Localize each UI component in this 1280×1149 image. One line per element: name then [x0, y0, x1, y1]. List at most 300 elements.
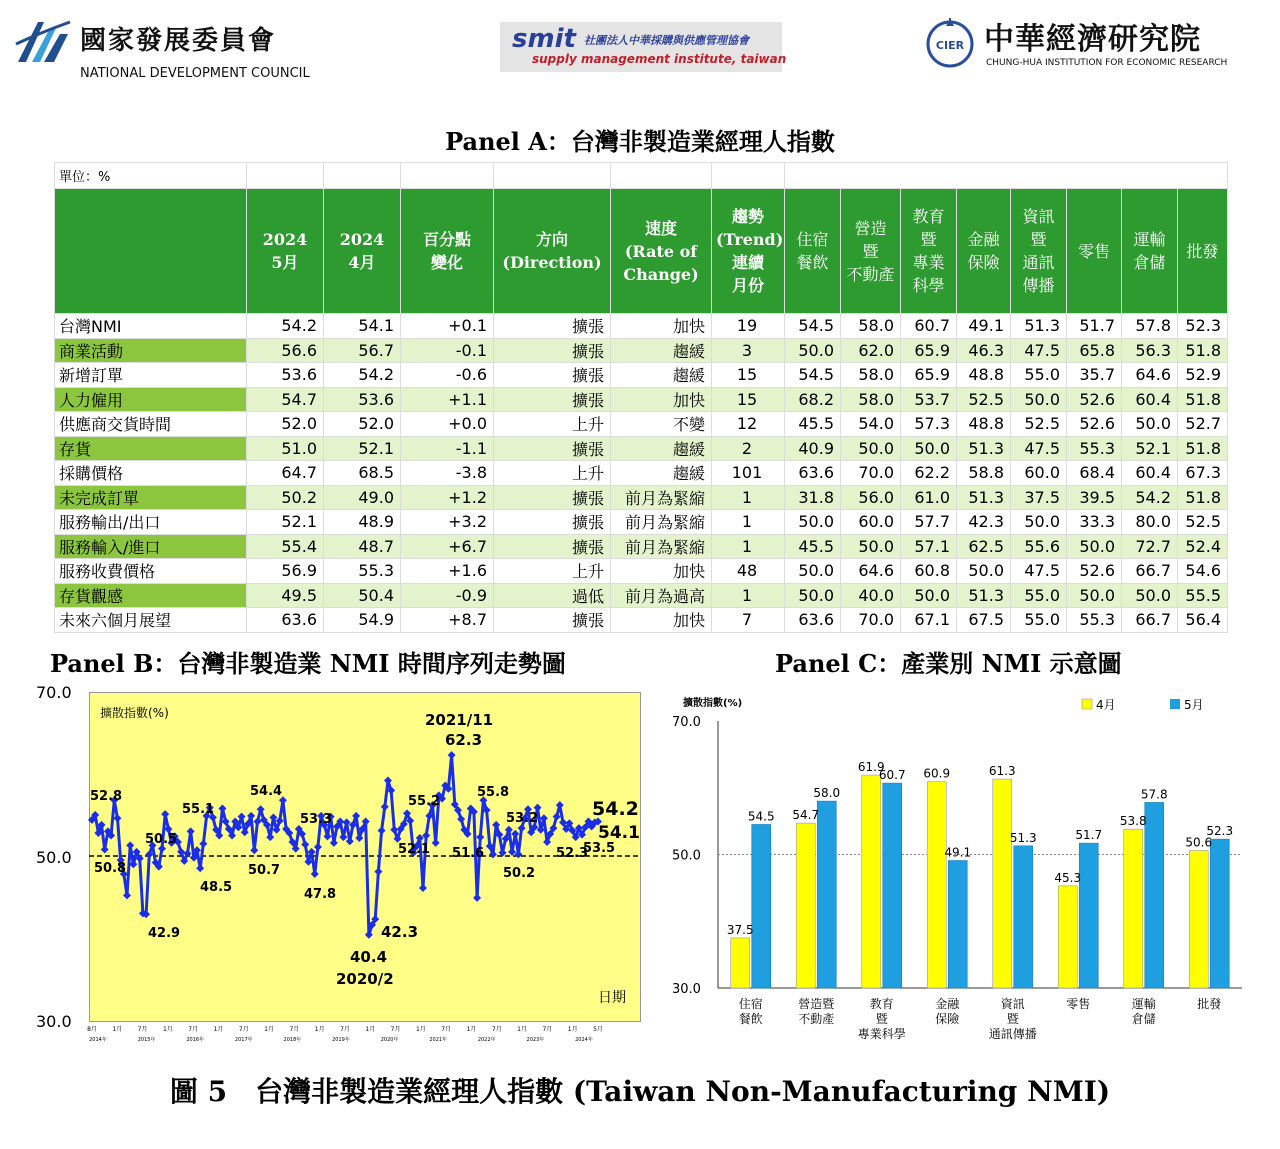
bar-may	[817, 801, 836, 988]
data-label: 54.4	[250, 784, 283, 799]
row-label: 人力僱用	[55, 387, 247, 412]
panel-b-title: Panel B：台灣非製造業 NMI 時間序列走勢圖	[50, 649, 566, 678]
y-axis-label: 擴散指數(%)	[683, 698, 743, 709]
table-cell: 54.5	[785, 363, 841, 388]
data-label: 51.6	[452, 846, 485, 861]
table-cell: 40.0	[841, 583, 901, 608]
table-cell: 66.7	[1122, 559, 1178, 584]
figure-caption: 圖 5 台灣非製造業經理人指數 (Taiwan Non-Manufacturing NMI)	[169, 1075, 1111, 1108]
table-cell: 52.5	[1178, 510, 1228, 535]
column-header: 方向 (Direction)	[494, 189, 611, 314]
x-category-label: 教育	[869, 997, 894, 1011]
table-cell: 50.0	[785, 583, 841, 608]
column-header: 住宿 餐飲	[785, 189, 841, 314]
bar-value-label-april: 37.5	[726, 922, 754, 937]
table-cell: 51.7	[1067, 314, 1122, 339]
data-label: 47.8	[304, 887, 337, 902]
row-label: 服務輸出/出口	[55, 510, 247, 535]
table-cell: 63.6	[785, 608, 841, 633]
x-tick-month-label: 7月	[188, 1026, 199, 1033]
table-cell: 47.5	[1011, 338, 1067, 363]
table-cell: 67.1	[901, 608, 957, 633]
table-cell: 35.7	[1067, 363, 1122, 388]
column-header: 趨勢 (Trend) 連續 月份	[712, 189, 785, 314]
bar-value-label-april: 60.9	[923, 766, 951, 781]
table-cell: +6.7	[401, 534, 494, 559]
y-tick-label: 50.0	[672, 848, 701, 864]
bar-may	[1079, 843, 1098, 988]
y-tick-label: 30.0	[672, 982, 701, 997]
table-cell: 58.0	[841, 314, 901, 339]
table-cell: -3.8	[401, 461, 494, 486]
table-cell: 56.6	[247, 338, 324, 363]
table-cell: 54.9	[324, 608, 401, 633]
x-tick-month-label: 7月	[542, 1026, 553, 1033]
table-cell: 58.8	[957, 461, 1011, 486]
table-cell: 1	[712, 510, 785, 535]
data-label: 40.4	[350, 948, 388, 966]
table-cell: 趨緩	[611, 436, 712, 461]
x-tick-month-label: 7月	[238, 1026, 249, 1033]
x-tick-month-label: 5月	[593, 1026, 603, 1033]
table-cell: 53.7	[901, 387, 957, 412]
table-cell: 51.0	[247, 436, 324, 461]
table-cell: 54.2	[324, 363, 401, 388]
table-cell: 60.0	[841, 510, 901, 535]
table-cell: 48.8	[957, 412, 1011, 437]
table-cell: 擴張	[494, 363, 611, 388]
bar-april	[796, 823, 815, 988]
table-cell: 加快	[611, 608, 712, 633]
table-cell: 56.0	[841, 485, 901, 510]
table-cell: 54.2	[1122, 485, 1178, 510]
table-cell: 50.0	[1011, 510, 1067, 535]
bar-april	[862, 775, 881, 988]
x-tick-month-label: 7月	[390, 1026, 401, 1033]
table-cell: 48.9	[324, 510, 401, 535]
table-cell: 50.0	[901, 436, 957, 461]
data-label: 52.3	[556, 846, 589, 861]
table-cell: 50.0	[785, 510, 841, 535]
table-cell: 55.4	[247, 534, 324, 559]
table-cell: 55.0	[1011, 608, 1067, 633]
x-tick-month-label: 1月	[415, 1026, 426, 1033]
data-label: 50.8	[94, 861, 127, 876]
row-label: 存貨觀感	[55, 583, 247, 608]
table-cell: 57.3	[901, 412, 957, 437]
table-cell: 趨緩	[611, 363, 712, 388]
bar-value-label-may: 54.5	[747, 809, 775, 824]
table-cell: 52.4	[1178, 534, 1228, 559]
x-tick-month-label: 1月	[112, 1026, 123, 1033]
ndc-name-en: NATIONAL DEVELOPMENT COUNCIL	[80, 66, 310, 81]
panel-c-title: Panel C：產業別 NMI 示意圖	[775, 649, 1122, 678]
x-tick-month-label: 1月	[466, 1026, 477, 1033]
table-cell: 52.1	[324, 436, 401, 461]
table-cell: 31.8	[785, 485, 841, 510]
table-cell: 45.5	[785, 412, 841, 437]
x-tick-month-label: 1月	[162, 1026, 173, 1033]
table-cell: 72.7	[1122, 534, 1178, 559]
table-cell: 19	[712, 314, 785, 339]
data-label: 54.2	[592, 798, 639, 820]
smit-logo-word: smit	[512, 24, 576, 54]
table-cell: 50.0	[785, 338, 841, 363]
table-cell: 68.5	[324, 461, 401, 486]
panel-b-ytick-50: 50.0	[36, 848, 72, 867]
table-cell: 57.1	[901, 534, 957, 559]
row-label: 服務輸入/進口	[55, 534, 247, 559]
table-cell: 2	[712, 436, 785, 461]
table-cell: 52.1	[247, 510, 324, 535]
x-category-label: 批發	[1197, 997, 1222, 1011]
table-cell: -0.1	[401, 338, 494, 363]
table-cell: 1	[712, 485, 785, 510]
table-cell: 67.5	[957, 608, 1011, 633]
table-cell: +1.6	[401, 559, 494, 584]
x-tick-year-label: 2017年	[234, 1037, 253, 1043]
table-cell: 50.0	[785, 559, 841, 584]
row-label: 未完成訂單	[55, 485, 247, 510]
bar-value-label-may: 52.3	[1206, 824, 1234, 839]
table-cell: 51.3	[957, 583, 1011, 608]
table-cell: -1.1	[401, 436, 494, 461]
x-category-label: 零售	[1066, 997, 1091, 1011]
bar-value-label-april: 53.8	[1119, 814, 1147, 829]
row-label: 台灣NMI	[55, 314, 247, 339]
table-cell: 60.4	[1122, 387, 1178, 412]
table-cell: 48.8	[957, 363, 1011, 388]
table-cell: 60.7	[901, 314, 957, 339]
column-header: 速度 (Rate of Change)	[611, 189, 712, 314]
bar-value-label-april: 61.3	[988, 764, 1016, 779]
table-cell: 55.3	[1067, 436, 1122, 461]
table-cell: 54.7	[247, 387, 324, 412]
data-label: 42.9	[148, 926, 181, 941]
x-tick-year-label: 2015年	[137, 1037, 156, 1043]
row-label: 未來六個月展望	[55, 608, 247, 633]
column-header: 教育 暨 專業 科學	[901, 189, 957, 314]
table-cell: 前月為緊縮	[611, 534, 712, 559]
x-tick-month-label: 1月	[517, 1026, 528, 1033]
table-cell: 15	[712, 363, 785, 388]
table-cell: 前月為緊縮	[611, 485, 712, 510]
table-cell: 52.6	[1067, 559, 1122, 584]
table-cell: 上升	[494, 559, 611, 584]
table-cell: +1.1	[401, 387, 494, 412]
table-cell: -0.6	[401, 363, 494, 388]
panel-b-ytick-70: 70.0	[36, 683, 72, 702]
x-tick-month-label: 1月	[264, 1026, 275, 1033]
data-label: 53.2	[506, 811, 539, 826]
table-cell: 1	[712, 534, 785, 559]
table-cell: 67.3	[1178, 461, 1228, 486]
x-tick-year-label: 2018年	[283, 1037, 302, 1043]
table-cell: 42.3	[957, 510, 1011, 535]
table-cell: 52.9	[1178, 363, 1228, 388]
table-cell: 54.1	[324, 314, 401, 339]
data-label: 54.1	[598, 823, 640, 843]
y-axis-label: 擴散指數(%)	[100, 706, 169, 720]
table-cell: 101	[712, 461, 785, 486]
table-cell: 52.5	[957, 387, 1011, 412]
data-label: 53.5	[583, 841, 616, 856]
table-cell: 47.5	[1011, 436, 1067, 461]
y-tick-label: 70.0	[672, 715, 701, 730]
legend-swatch-april	[1082, 699, 1092, 709]
data-label: 55.8	[477, 785, 510, 800]
table-cell: +0.1	[401, 314, 494, 339]
table-cell: 加快	[611, 314, 712, 339]
smit-name-en: supply management institute, taiwan	[532, 52, 787, 66]
bar-may	[752, 824, 771, 988]
table-cell: 53.6	[324, 387, 401, 412]
table-cell: 70.0	[841, 608, 901, 633]
table-cell: 52.3	[1178, 314, 1228, 339]
table-cell: 70.0	[841, 461, 901, 486]
table-cell: 7	[712, 608, 785, 633]
table-cell: 63.6	[247, 608, 324, 633]
table-cell: 52.0	[247, 412, 324, 437]
x-tick-year-label: 2022年	[477, 1037, 496, 1043]
table-cell: 62.5	[957, 534, 1011, 559]
table-cell: 52.6	[1067, 387, 1122, 412]
x-category-label: 專業科學	[857, 1027, 906, 1041]
x-category-label: 暨	[875, 1012, 888, 1026]
x-tick-year-label: 2019年	[332, 1037, 350, 1043]
x-tick-month-label: 1月	[213, 1026, 224, 1033]
bar-value-label-april: 45.3	[1054, 870, 1082, 885]
row-label: 新增訂單	[55, 363, 247, 388]
row-label: 採購價格	[55, 461, 247, 486]
table-cell: 49.0	[324, 485, 401, 510]
table-cell: 57.8	[1122, 314, 1178, 339]
x-tick-month-label: 7月	[491, 1026, 502, 1033]
table-cell: 48.7	[324, 534, 401, 559]
table-cell: +1.2	[401, 485, 494, 510]
table-cell: 46.3	[957, 338, 1011, 363]
bar-value-label-april: 50.6	[1185, 835, 1213, 850]
x-category-label: 暨	[1006, 1012, 1019, 1026]
legend-swatch-may	[1170, 699, 1180, 709]
cier-name-cn: 中華經濟研究院	[984, 22, 1201, 57]
data-label: 50.7	[248, 863, 281, 878]
bar-april	[927, 782, 946, 988]
data-label: 52.8	[90, 789, 123, 804]
table-cell: 51.8	[1178, 338, 1228, 363]
table-cell: 39.5	[1067, 485, 1122, 510]
bar-april	[1124, 829, 1143, 988]
x-category-label: 運輸	[1131, 997, 1156, 1011]
table-cell: 60.8	[901, 559, 957, 584]
bar-value-label-may: 60.7	[878, 768, 906, 783]
peak-date-label: 2021/11	[425, 711, 494, 729]
table-cell: 過低	[494, 583, 611, 608]
data-label: 42.3	[381, 923, 419, 941]
table-cell: 52.6	[1067, 412, 1122, 437]
column-header: 百分點 變化	[401, 189, 494, 314]
table-cell: 50.0	[901, 583, 957, 608]
x-tick-year-label: 2020年	[380, 1037, 399, 1043]
x-tick-month-label: 7月	[289, 1026, 300, 1033]
bar-may	[883, 783, 902, 988]
legend-label-april: 4月	[1096, 698, 1116, 712]
table-cell: 65.9	[901, 363, 957, 388]
x-tick-month-label: 1月	[314, 1026, 325, 1033]
table-cell: 54.2	[247, 314, 324, 339]
table-cell: 52.7	[1178, 412, 1228, 437]
table-cell: 擴張	[494, 436, 611, 461]
table-cell: 55.0	[1011, 363, 1067, 388]
x-category-label: 住宿	[738, 997, 763, 1011]
row-label: 供應商交貨時間	[55, 412, 247, 437]
table-cell: 51.8	[1178, 387, 1228, 412]
table-cell: 37.5	[1011, 485, 1067, 510]
column-header: 金融 保險	[957, 189, 1011, 314]
x-category-label: 金融	[935, 997, 960, 1011]
table-cell: +3.2	[401, 510, 494, 535]
table-cell: 51.8	[1178, 485, 1228, 510]
data-label: 55.2	[408, 794, 441, 809]
data-label: 53.3	[300, 812, 333, 827]
table-cell: 57.7	[901, 510, 957, 535]
table-cell: 擴張	[494, 338, 611, 363]
bar-value-label-april: 54.7	[792, 808, 820, 823]
table-cell: 48	[712, 559, 785, 584]
table-cell: 68.2	[785, 387, 841, 412]
x-tick-year-label: 2024年	[575, 1037, 593, 1043]
table-cell: 54.0	[841, 412, 901, 437]
row-label: 服務收費價格	[55, 559, 247, 584]
table-cell: 52.5	[1011, 412, 1067, 437]
bar-value-label-may: 51.7	[1075, 828, 1103, 843]
table-cell: 50.0	[1067, 583, 1122, 608]
x-tick-month-label: 1月	[567, 1026, 578, 1033]
table-cell: +0.0	[401, 412, 494, 437]
smit-name-cn: 社團法人中華採購與供應管理協會	[584, 34, 749, 47]
table-cell: 47.5	[1011, 559, 1067, 584]
x-tick-month-label: 1月	[365, 1026, 376, 1033]
row-label: 商業活動	[55, 338, 247, 363]
table-cell: 68.4	[1067, 461, 1122, 486]
panel-a-title: Panel A：台灣非製造業經理人指數	[445, 127, 835, 156]
table-cell: 前月為過高	[611, 583, 712, 608]
table-cell: 51.3	[1011, 314, 1067, 339]
table-cell: 56.3	[1122, 338, 1178, 363]
table-cell: 不變	[611, 412, 712, 437]
bar-value-label-may: 49.1	[944, 845, 972, 860]
table-cell: 60.0	[1011, 461, 1067, 486]
data-label: 50.5	[145, 832, 178, 847]
bar-value-label-may: 57.8	[1140, 787, 1168, 802]
table-cell: 上升	[494, 461, 611, 486]
table-cell: 45.5	[785, 534, 841, 559]
column-header: 2024 5月	[247, 189, 324, 314]
table-cell: 1	[712, 583, 785, 608]
table-cell: 52.0	[324, 412, 401, 437]
x-tick-month-label: 8月	[87, 1026, 97, 1033]
x-tick-year-label: 2014年	[89, 1037, 107, 1043]
industry-group-header: 產業別	[785, 163, 1228, 189]
x-tick-year-label: 2023年	[526, 1037, 545, 1043]
bar-value-label-may: 58.0	[813, 786, 841, 801]
data-label: 62.3	[445, 731, 483, 749]
x-tick-month-label: 7月	[340, 1026, 350, 1033]
bar-april	[993, 779, 1012, 988]
table-cell: 趨緩	[611, 461, 712, 486]
table-cell: 55.0	[1011, 583, 1067, 608]
table-cell: 趨緩	[611, 338, 712, 363]
x-category-label: 不動產	[798, 1012, 835, 1026]
data-label: 55.1	[182, 802, 215, 817]
table-cell: 50.0	[1011, 387, 1067, 412]
table-cell: 55.6	[1011, 534, 1067, 559]
data-label: 50.2	[503, 866, 536, 881]
x-category-label: 保險	[935, 1012, 960, 1026]
table-cell: 擴張	[494, 608, 611, 633]
table-cell: 56.9	[247, 559, 324, 584]
table-cell: 54.6	[1178, 559, 1228, 584]
table-cell: 50.0	[841, 436, 901, 461]
legend-label-may: 5月	[1184, 698, 1204, 712]
table-cell: 65.9	[901, 338, 957, 363]
x-axis-label: 日期	[598, 990, 626, 1006]
column-header: 資訊 暨 通訊 傳播	[1011, 189, 1067, 314]
table-cell: 49.1	[957, 314, 1011, 339]
table-cell: 擴張	[494, 534, 611, 559]
table-cell: 50.0	[841, 534, 901, 559]
bar-may	[1210, 839, 1229, 988]
bar-april	[731, 938, 750, 988]
table-cell: 56.4	[1178, 608, 1228, 633]
table-cell: 51.3	[957, 436, 1011, 461]
table-cell: 12	[712, 412, 785, 437]
table-cell: 50.0	[1122, 412, 1178, 437]
x-tick-month-label: 7月	[137, 1026, 148, 1033]
x-category-label: 倉儲	[1131, 1012, 1156, 1026]
table-cell: 15	[712, 387, 785, 412]
table-cell: 54.5	[785, 314, 841, 339]
table-cell: 64.6	[1122, 363, 1178, 388]
table-cell: 51.3	[957, 485, 1011, 510]
bar-may	[1145, 802, 1164, 988]
x-tick-year-label: 2016年	[186, 1037, 205, 1043]
table-cell: 49.5	[247, 583, 324, 608]
table-cell: 50.0	[1122, 583, 1178, 608]
ndc-name-cn: 國家發展委員會	[80, 26, 277, 56]
bar-may	[1014, 846, 1033, 988]
table-cell: 55.3	[1067, 608, 1122, 633]
column-header: 營造 暨 不動產	[841, 189, 901, 314]
table-cell: 50.4	[324, 583, 401, 608]
table-cell: 61.0	[901, 485, 957, 510]
data-label: 48.5	[200, 880, 233, 895]
table-cell: 64.6	[841, 559, 901, 584]
table-cell: 58.0	[841, 387, 901, 412]
column-header: 批發	[1178, 189, 1228, 314]
table-cell: 加快	[611, 387, 712, 412]
table-cell: 55.3	[324, 559, 401, 584]
unit-label: 單位：%	[55, 163, 247, 189]
x-category-label: 營造暨	[798, 997, 835, 1011]
table-cell: 53.6	[247, 363, 324, 388]
table-cell: 擴張	[494, 314, 611, 339]
bar-value-label-may: 51.3	[1009, 830, 1037, 845]
table-cell: -0.9	[401, 583, 494, 608]
table-cell: 66.7	[1122, 608, 1178, 633]
data-label: 52.1	[398, 842, 431, 857]
x-tick-year-label: 2021年	[429, 1037, 448, 1043]
